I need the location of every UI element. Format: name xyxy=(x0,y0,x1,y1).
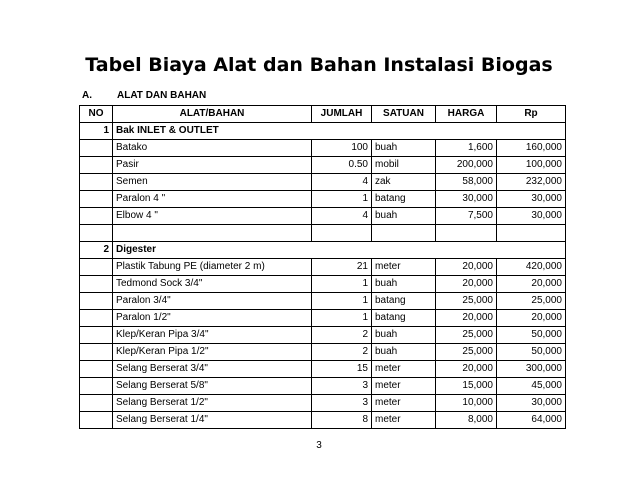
item-total: 20,000 xyxy=(497,276,566,293)
item-price: 15,000 xyxy=(436,378,497,395)
table-row xyxy=(80,344,566,361)
table-row xyxy=(80,208,566,225)
row-no xyxy=(80,174,113,191)
item-qty: 2 xyxy=(312,327,372,344)
item-total: 30,000 xyxy=(497,208,566,225)
item-name: Selang Berserat 1/2" xyxy=(113,395,312,412)
item-price: 200,000 xyxy=(436,157,497,174)
item-qty: 0.50 xyxy=(312,157,372,174)
item-name: Selang Berserat 5/8" xyxy=(113,378,312,395)
group-name: Digester xyxy=(113,242,566,259)
item-unit: buah xyxy=(372,327,436,344)
item-name: Klep/Keran Pipa 3/4" xyxy=(113,327,312,344)
item-price: 25,000 xyxy=(436,293,497,310)
item-qty: 8 xyxy=(312,412,372,429)
item-qty: 3 xyxy=(312,378,372,395)
item-name: Tedmond Sock 3/4" xyxy=(113,276,312,293)
item-total: 64,000 xyxy=(497,412,566,429)
table-header xyxy=(80,106,566,123)
item-unit: meter xyxy=(372,412,436,429)
row-no xyxy=(80,208,113,225)
item-unit: zak xyxy=(372,174,436,191)
item-price: 7,500 xyxy=(436,208,497,225)
blank-cell xyxy=(497,225,566,242)
item-total: 300,000 xyxy=(497,361,566,378)
table-row xyxy=(80,361,566,378)
group-name: Bak INLET & OUTLET xyxy=(113,123,566,140)
table-row xyxy=(80,276,566,293)
header-total: Rp xyxy=(497,106,566,123)
blank-cell xyxy=(436,225,497,242)
header-price: HARGA xyxy=(436,106,497,123)
row-no xyxy=(80,395,113,412)
item-name: Pasir xyxy=(113,157,312,174)
table-row xyxy=(80,327,566,344)
blank-row xyxy=(80,225,566,242)
row-no xyxy=(80,276,113,293)
item-total: 232,000 xyxy=(497,174,566,191)
item-name: Batako xyxy=(113,140,312,157)
group-row xyxy=(80,123,566,140)
item-total: 50,000 xyxy=(497,344,566,361)
item-price: 20,000 xyxy=(436,310,497,327)
header-qty: JUMLAH xyxy=(312,106,372,123)
group-no: 1 xyxy=(80,123,113,140)
item-qty: 4 xyxy=(312,208,372,225)
table-row xyxy=(80,191,566,208)
item-price: 30,000 xyxy=(436,191,497,208)
row-no xyxy=(80,310,113,327)
cost-table xyxy=(79,105,566,429)
item-total: 30,000 xyxy=(497,191,566,208)
item-name: Plastik Tabung PE (diameter 2 m) xyxy=(113,259,312,276)
table-row xyxy=(80,395,566,412)
item-price: 1,600 xyxy=(436,140,497,157)
item-price: 25,000 xyxy=(436,327,497,344)
item-qty: 4 xyxy=(312,174,372,191)
item-unit: meter xyxy=(372,378,436,395)
row-no xyxy=(80,259,113,276)
item-qty: 1 xyxy=(312,276,372,293)
header-unit: SATUAN xyxy=(372,106,436,123)
item-name: Selang Berserat 3/4" xyxy=(113,361,312,378)
table-row xyxy=(80,293,566,310)
table-row xyxy=(80,140,566,157)
item-name: Selang Berserat 1/4" xyxy=(113,412,312,429)
item-unit: meter xyxy=(372,395,436,412)
item-total: 420,000 xyxy=(497,259,566,276)
table-row xyxy=(80,174,566,191)
item-total: 50,000 xyxy=(497,327,566,344)
section-label: ALAT DAN BAHAN xyxy=(117,90,207,101)
item-price: 10,000 xyxy=(436,395,497,412)
table-row xyxy=(80,259,566,276)
item-name: Paralon 1/2" xyxy=(113,310,312,327)
item-unit: batang xyxy=(372,310,436,327)
row-no xyxy=(80,327,113,344)
item-price: 8,000 xyxy=(436,412,497,429)
row-no xyxy=(80,344,113,361)
item-price: 20,000 xyxy=(436,361,497,378)
item-price: 58,000 xyxy=(436,174,497,191)
item-unit: buah xyxy=(372,208,436,225)
group-row xyxy=(80,242,566,259)
row-no xyxy=(80,191,113,208)
row-no xyxy=(80,157,113,174)
item-total: 160,000 xyxy=(497,140,566,157)
item-total: 25,000 xyxy=(497,293,566,310)
page-title: Tabel Biaya Alat dan Bahan Instalasi Biogas xyxy=(85,54,553,76)
row-no xyxy=(80,140,113,157)
item-qty: 1 xyxy=(312,293,372,310)
blank-cell xyxy=(372,225,436,242)
item-total: 100,000 xyxy=(497,157,566,174)
item-unit: buah xyxy=(372,344,436,361)
item-name: Elbow 4 " xyxy=(113,208,312,225)
item-unit: mobil xyxy=(372,157,436,174)
row-no xyxy=(80,361,113,378)
row-no xyxy=(80,412,113,429)
table-row xyxy=(80,310,566,327)
item-unit: batang xyxy=(372,191,436,208)
blank-cell xyxy=(113,225,312,242)
section-letter: A. xyxy=(82,90,92,101)
item-name: Paralon 4 " xyxy=(113,191,312,208)
table-row xyxy=(80,378,566,395)
item-unit: buah xyxy=(372,140,436,157)
item-qty: 15 xyxy=(312,361,372,378)
header-no: NO xyxy=(80,106,113,123)
item-total: 30,000 xyxy=(497,395,566,412)
item-total: 20,000 xyxy=(497,310,566,327)
item-name: Paralon 3/4" xyxy=(113,293,312,310)
item-qty: 1 xyxy=(312,310,372,327)
item-price: 20,000 xyxy=(436,259,497,276)
header-item: ALAT/BAHAN xyxy=(113,106,312,123)
table-row xyxy=(80,157,566,174)
item-price: 25,000 xyxy=(436,344,497,361)
group-no: 2 xyxy=(80,242,113,259)
row-no xyxy=(80,378,113,395)
item-qty: 100 xyxy=(312,140,372,157)
blank-cell xyxy=(312,225,372,242)
item-unit: meter xyxy=(372,361,436,378)
item-qty: 2 xyxy=(312,344,372,361)
item-price: 20,000 xyxy=(436,276,497,293)
row-no xyxy=(80,293,113,310)
item-total: 45,000 xyxy=(497,378,566,395)
item-unit: batang xyxy=(372,293,436,310)
item-name: Semen xyxy=(113,174,312,191)
item-unit: buah xyxy=(372,276,436,293)
item-name: Klep/Keran Pipa 1/2" xyxy=(113,344,312,361)
page-number: 3 xyxy=(316,440,322,451)
item-unit: meter xyxy=(372,259,436,276)
item-qty: 21 xyxy=(312,259,372,276)
item-qty: 1 xyxy=(312,191,372,208)
blank-cell xyxy=(80,225,113,242)
table-row xyxy=(80,412,566,429)
item-qty: 3 xyxy=(312,395,372,412)
